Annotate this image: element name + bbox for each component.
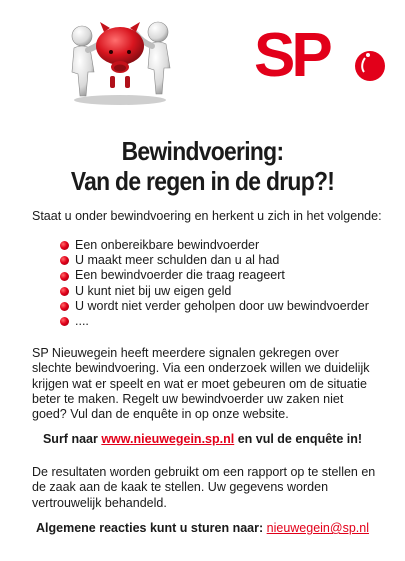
red-bullet-icon	[60, 241, 69, 250]
page-title	[24, 136, 380, 196]
red-bullet-icon	[60, 302, 69, 311]
red-bullet-icon	[60, 287, 69, 296]
surf-before: Surf naar	[42, 432, 102, 446]
list-item: Een onbereikbare bewindvoerder	[60, 238, 369, 253]
title-line-1: Bewindvoering:	[121, 136, 284, 166]
list-item: U wordt niet verder geholpen door uw bewindvoerder	[60, 299, 369, 314]
list-item: Een bewindvoerder die traag reageert	[60, 268, 369, 283]
email-link[interactable]: nieuwegein@sp.nl	[266, 521, 369, 535]
sp-logo	[254, 18, 394, 92]
reacties-label: Algemene reacties kunt u sturen naar:	[36, 521, 267, 535]
list-item: ....	[60, 314, 369, 329]
sp-logo-mark	[254, 18, 394, 92]
surf-after: en vul de enquête in!	[234, 432, 363, 446]
intro-text: Staat u onder bewindvoering en herkent u zich in het volgende:	[32, 209, 382, 223]
red-bullet-icon	[60, 256, 69, 265]
signalen-paragraph: SP Nieuwegein heeft meerdere signalen gekregen over slechte bewindvoering. Via een onderzoek willen we duidelijk krijgen wat er speelt en wat er moet gebeuren om de situatie beter te maken. Regelt uw bewindvoerder uw zaken niet goed? Vul dan de enquête in op onze website.	[32, 346, 370, 422]
surf-callout	[0, 432, 405, 446]
list-item: U kunt niet bij uw eigen geld	[60, 284, 369, 299]
title-line-2: Van de regen in de drup?!	[70, 166, 335, 196]
sp-logo-text: SP	[254, 21, 329, 90]
red-bullet-icon	[60, 272, 69, 281]
reacties-line	[0, 521, 405, 535]
symptom-list	[60, 238, 369, 329]
list-item: U maakt meer schulden dan u al had	[60, 253, 369, 268]
red-bullet-icon	[60, 317, 69, 326]
website-link[interactable]: www.nieuwegein.sp.nl	[101, 432, 235, 446]
resultaten-paragraph: De resultaten worden gebruikt om een rapport op te stellen en de zaak aan de kaak te stellen. Uw gegevens worden vertrouwelijk behandeld.	[32, 465, 376, 510]
piggy-bank-figures-icon	[64, 10, 174, 106]
